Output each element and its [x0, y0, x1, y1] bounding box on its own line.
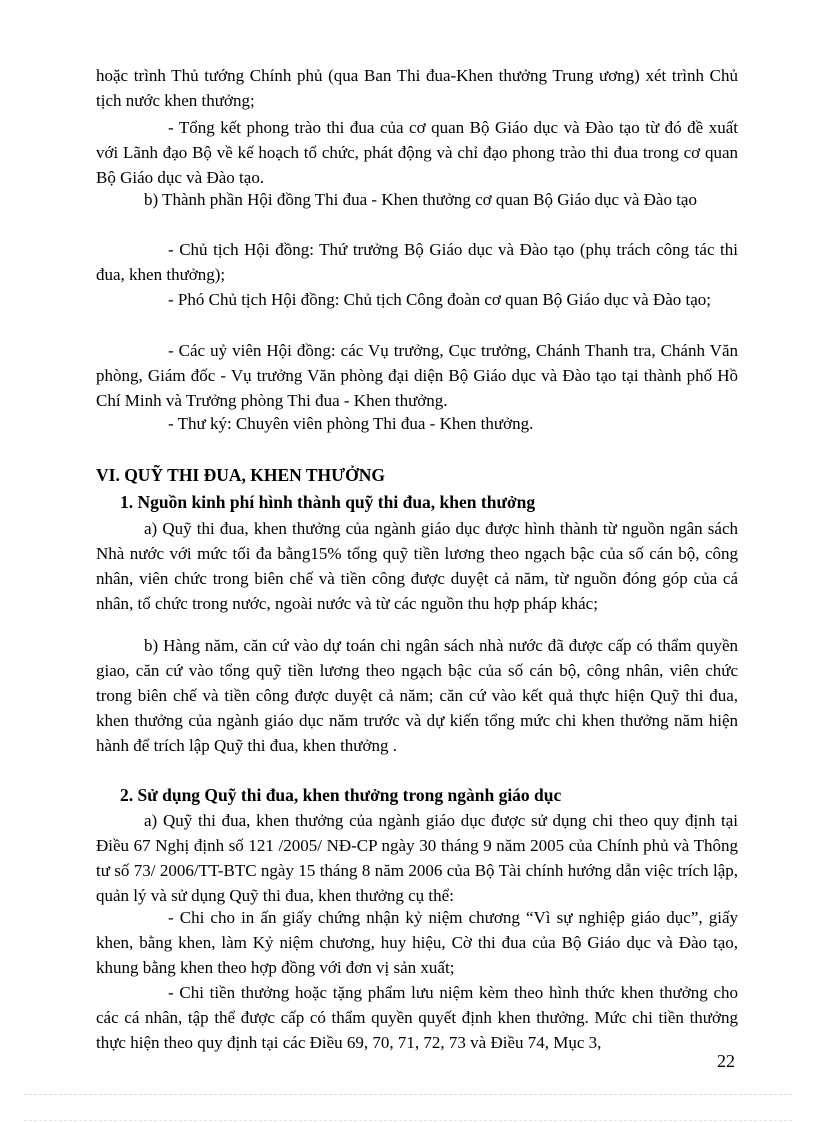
paragraph-members: - Các uỷ viên Hội đồng: các Vụ trưởng, Cục trưởng, Chánh Thanh tra, Chánh Văn phòng, Giám đốc - Vụ trưởng Văn phòng đại diện Bộ Giáo dục và Đào tạo tại thành phố Hồ Chí Minh và Trưởng phòng Thi đua - Khen thưởng.: [96, 341, 738, 410]
section-heading-fund: VI. QUỸ THI ĐUA, KHEN THƯỞNG: [96, 465, 385, 485]
paragraph-summary: - Tổng kết phong trào thi đua của cơ quan Bộ Giáo dục và Đào tạo từ đó đề xuất với Lãnh đạo Bộ về kế hoạch tổ chức, phát động và chỉ đạo phong trào thi đua trong cơ quan Bộ Giáo dục và Đào tạo.: [96, 118, 738, 187]
footer-divider: [24, 1094, 792, 1095]
paragraph-secretary: - Thư ký: Chuyên viên phòng Thi đua - Khen thưởng.: [168, 414, 534, 433]
paragraph-chairman: - Chủ tịch Hội đồng: Thứ trưởng Bộ Giáo dục và Đào tạo (phụ trách công tác thi đua, khen thưởng);: [96, 240, 738, 284]
paragraph-fund-source-a: a) Quỹ thi đua, khen thưởng của ngành giáo dục được hình thành từ nguồn ngân sách Nhà nước với mức tối đa bằng15% tổng quỹ tiền lương theo ngạch bậc của số cán bộ, công nhân, viên chức trong biên chế và tiền công được duyệt cả năm, từ nguồn đóng góp của cá nhân, tổ chức trong nước, ngoài nước và từ các nguồn thu hợp pháp khác;: [96, 519, 738, 613]
footer-divider-bottom: [24, 1120, 792, 1121]
paragraph-vice-chairman: - Phó Chủ tịch Hội đồng: Chủ tịch Công đoàn cơ quan Bộ Giáo dục và Đào tạo;: [168, 290, 712, 309]
paragraph-fund-usage-a: a) Quỹ thi đua, khen thưởng của ngành giáo dục được sử dụng chi theo quy định tại Điều 67 Nghị định số 121 /2005/ NĐ-CP ngày 30 tháng 9 năm 2005 của Chính phủ và Thông tư số 73/ 2006/TT-BTC ngày 15 tháng 8 năm 2006 của Bộ Tài chính hướng dẫn việc trích lập, quản lý và sử dụng Quỹ thi đua, khen thưởng cụ thể:: [96, 811, 738, 905]
paragraph-continuation: hoặc trình Thủ tướng Chính phủ (qua Ban Thi đua-Khen thưởng Trung ương) xét trình Chủ tịch nước khen thưởng;: [96, 66, 738, 110]
page-number: 22: [717, 1051, 735, 1071]
subheading-fund-sources: 1. Nguồn kinh phí hình thành quỹ thi đua, khen thưởng: [120, 492, 536, 512]
paragraph-printing-costs: - Chi cho in ấn giấy chứng nhận kỷ niệm chương “Vì sự nghiệp giáo dục”, giấy khen, bằng khen, làm Kỷ niệm chương, huy hiệu, Cờ thi đua của Bộ Giáo dục và Đào tạo, khung bằng khen theo hợp đồng với đơn vị sản xuất;: [96, 908, 738, 977]
paragraph-council-composition: b) Thành phần Hội đồng Thi đua - Khen thưởng cơ quan Bộ Giáo dục và Đào tạo: [144, 190, 697, 209]
paragraph-reward-payment: - Chi tiền thưởng hoặc tặng phẩm lưu niệm kèm theo hình thức khen thưởng cho các cá nhân, tập thể được cấp có thẩm quyền quyết định khen thưởng. Mức chi tiền thưởng thực hiện theo quy định tại các Điều 69, 70, 71, 72, 73 và Điều 74, Mục 3,: [96, 983, 738, 1052]
subheading-fund-usage: 2. Sử dụng Quỹ thi đua, khen thưởng trong ngành giáo dục: [120, 785, 562, 805]
paragraph-fund-source-b: b) Hàng năm, căn cứ vào dự toán chi ngân sách nhà nước đã được cấp có thẩm quyền giao, căn cứ vào tổng quỹ tiền lương theo ngạch bậc của số cán bộ, công nhân, viên chức trong biên chế và tiền công được duyệt cả năm; căn cứ vào kết quả thực hiện Quỹ thi đua, khen thưởng của ngành giáo dục năm trước và dự kiến tổng mức chi khen thưởng năm hiện hành để trích lập Quỹ thi đua, khen thưởng .: [96, 636, 738, 755]
